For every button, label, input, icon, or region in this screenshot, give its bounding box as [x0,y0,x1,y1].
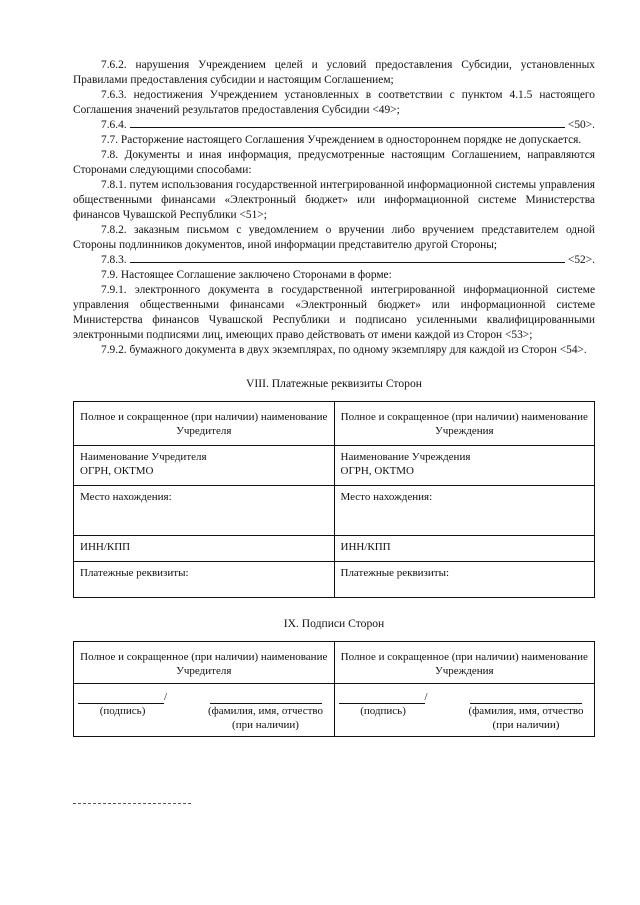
clause-7-9: 7.9. Настоящее Соглашение заключено Сторонами в форме: [101,269,392,281]
clause-7-8: 7.8. Документы и иная информация, предусмотренные настоящим Соглашением, направляются Сторонами следующими способами: [73,149,595,176]
signatures-table [73,641,595,737]
founder-inn-cell: ИНН/КПП [74,536,335,562]
document-page [73,58,595,737]
clause-7-6-2: 7.6.2. нарушения Учреждением целей и условий предоставления Субсидии, установленных Правилами предоставления субсидии и настоящим Соглашением; [73,59,595,86]
fio-caption: (фамилия, имя, отчество (при наличии) [207,705,324,731]
institution-name-cell [334,446,595,486]
clause-7-8-3 [73,253,595,268]
signature-blank-line [339,693,425,704]
founder-name-cell [74,446,335,486]
institution-ogrn-label: ОГРН, ОКТМО [340,465,414,477]
blank-fill-line [130,127,565,128]
institution-header-cell: Полное и сокращенное (при наличии) наименование Учреждения [334,402,595,446]
clause-7-6-3: 7.6.3. недостижения Учреждением установленных в соответствии с пунктом 4.1.5 настоящего Соглашения значений результатов предоставления Субсидии <49>; [73,89,595,116]
institution-signature-cell [334,684,595,737]
clause-7-6-4-number: 7.6.4. [101,119,127,131]
founder-name-label: Наименование Учредителя [80,451,207,463]
fio-blank-line [470,693,582,704]
fio-caption: (фамилия, имя, отчество (при наличии) [468,705,584,731]
institution-signature-block [339,690,428,732]
signature-caption: (подпись) [99,705,146,717]
payment-details-table [73,401,595,598]
institution-location-cell: Место нахождения: [334,486,595,536]
slash-separator: / [164,691,168,703]
clause-7-8-3-footnote: <52>. [567,254,595,266]
founder-sign-header-cell: Полное и сокращенное (при наличии) наименование Учредителя [74,642,335,684]
clause-7-7: 7.7. Расторжение настоящего Соглашения Учреждением в одностороннем порядке не допускается. [101,134,582,146]
founder-header-cell: Полное и сокращенное (при наличии) наименование Учредителя [74,402,335,446]
signature-caption: (подпись) [360,705,406,717]
institution-payment-cell: Платежные реквизиты: [334,562,595,598]
institution-inn-cell: ИНН/КПП [334,536,595,562]
founder-payment-cell: Платежные реквизиты: [74,562,335,598]
fio-blank-line [210,693,322,704]
founder-fio-block [202,690,330,732]
clause-7-8-2: 7.8.2. заказным письмом с уведомлением о вручении либо вручением представителем одной Стороны подлинников документов, иной информации представителю другой Стороны; [73,224,595,251]
institution-name-label: Наименование Учреждения [340,451,471,463]
clause-7-9-1: 7.9.1. электронного документа в государственной интегрированной информационной системе управления общественными финансами «Электронный бюджет» или информационной системе Министерства финансов Чувашской Республики и подписано усиленными квалифицированными электронными подписями лиц, имеющих право действовать от имени каждой из Сторон <53>; [73,284,595,341]
clause-7-6-4-footnote: <50>. [567,119,595,131]
founder-signature-cell [74,684,335,737]
clause-7-6-4 [73,118,595,133]
clause-7-8-3-number: 7.8.3. [101,254,127,266]
section-9-title: IX. Подписи Сторон [283,617,385,630]
blank-fill-line [130,262,565,263]
institution-fio-block [462,690,590,732]
founder-ogrn-label: ОГРН, ОКТМО [80,465,154,477]
slash-separator: / [424,691,428,703]
founder-location-cell: Место нахождения: [74,486,335,536]
clause-7-8-1: 7.8.1. путем использования государственной интегрированной информационной системы управления общественными финансами «Электронный бюджет» или информационной системе Министерства финансов Чувашской Республики <51>; [73,179,595,221]
section-8-title: VIII. Платежные реквизиты Сторон [246,377,422,390]
footnote-separator [73,803,191,804]
institution-sign-header-cell: Полное и сокращенное (при наличии) наименование Учреждения [334,642,595,684]
founder-signature-block [78,690,167,732]
signature-blank-line [78,693,164,704]
clause-7-9-2: 7.9.2. бумажного документа в двух экземплярах, по одному экземпляру для каждой из Сторон <54>. [101,344,587,356]
